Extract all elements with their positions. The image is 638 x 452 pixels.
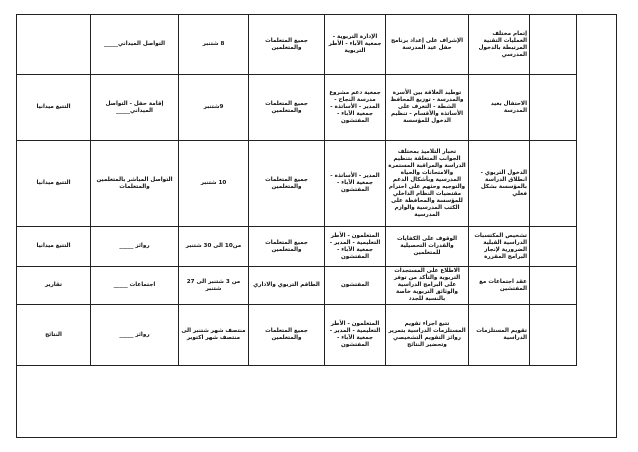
action-plan-table <box>16 14 577 366</box>
timing-cell: من10 الى 30 شتنبر <box>179 227 249 267</box>
empty-cell <box>530 305 577 366</box>
targets-cell: جميع المتعلمات والمتعلمين <box>249 15 325 75</box>
empty-cell <box>530 267 577 305</box>
evaluation-cell <box>17 15 91 75</box>
table-row <box>17 267 577 305</box>
table-row <box>17 15 577 75</box>
timing-cell: منتصف شهر شتنبر الى منتصف شهر اكتوبر <box>179 305 249 366</box>
stakeholders-cell: المفتشون <box>325 267 386 305</box>
table-row <box>17 227 577 267</box>
stakeholders-cell: جمعية دعم مشروع مدرسة النجاح - المدير - الأساتذة - جمعية الآباء - المفتشون <box>325 75 386 141</box>
actions-cell: الإشراف على إعداد برنامج حفل عيد المدرسة <box>386 15 469 75</box>
actions-cell: تخبار التلاميذ بمختلف الجوانب المتعلقة بتنظيم الدراسة والمراقبة المستمرة والامتحانات والحياة المدرسية وبأشكال الدعم والتوجيه وحثهم على احترام مقتضيات النظام الداخلي للمؤسسة والمحافظة على الكتب المدرسية والوازم المدرسية <box>386 141 469 227</box>
tools-cell: التواصل المباشر بالمتعلمين والمتعلمات <box>91 141 179 227</box>
evaluation-cell: التتبع ميدانيا <box>17 227 91 267</box>
evaluation-cell: النتائج <box>17 305 91 366</box>
targets-cell: جميع المتعلمات والمتعلمين <box>249 75 325 141</box>
tools-cell: إقامة حفل - التواصل الميداني_____ <box>91 75 179 141</box>
actions-cell: الاطلاع على المستجدات التربوية والتأكد من توفر على البرامج الدراسية والوثائق التربوية خاصة بالنسبة للجدد <box>386 267 469 305</box>
objective-cell: الاحتفال بعيد المدرسة <box>469 75 530 141</box>
stakeholders-cell: المتعلمون - الأطر التعليمية - المدير - جمعية الآباء - المفتشون <box>325 227 386 267</box>
stakeholders-cell: المتعلمون - الأطر التعليمية - المدير - جمعية الآباء - المفتشون <box>325 305 386 366</box>
timing-cell: 8 شتنبر <box>179 15 249 75</box>
targets-cell: الطاقم التربوي والاداري <box>249 267 325 305</box>
tools-cell: روائز _____ <box>91 305 179 366</box>
objective-cell: تقويم المستلزمات الدراسية <box>469 305 530 366</box>
empty-cell <box>530 75 577 141</box>
evaluation-cell: تقارير <box>17 267 91 305</box>
evaluation-cell: التتبع ميدانيا <box>17 75 91 141</box>
stakeholders-cell: المدير - الأساتذة - جمعية الآباء - المفتشون <box>325 141 386 227</box>
tools-cell: اجتماعات _____ <box>91 267 179 305</box>
timing-cell: 9شتنبر <box>179 75 249 141</box>
timing-cell: من 3 شتنبر الى 27 شتنبر <box>179 267 249 305</box>
objective-cell: تشخيص المكتسبات الدراسية القبلية الضرورية لإنجاز البرامج المقررة <box>469 227 530 267</box>
timing-cell: 10 شتنبر <box>179 141 249 227</box>
targets-cell: جميع المتعلمات والمتعلمين <box>249 141 325 227</box>
stakeholders-cell: الإدارة التربوية - جمعية الآباء - الأطر التربوية <box>325 15 386 75</box>
actions-cell: تتبع اجراء تقويم المستلزمات الدراسية بتمرير روائز التقويم التشخيصي وتحضير النتائج <box>386 305 469 366</box>
empty-cell <box>530 15 577 75</box>
objective-cell: الدخول التربوي - انطلاق الدراسة بالمؤسسة بشكل فعلي <box>469 141 530 227</box>
empty-cell <box>530 141 577 227</box>
targets-cell: جميع المتعلمات والمتعلمين <box>249 227 325 267</box>
actions-cell: توطيد العلاقة بين الأسرة والمدرسة - توزيع المحافظ الشطة - التعرف على الأساتذة والأقسام - تنظيم الدخول للمؤسسة <box>386 75 469 141</box>
table-row <box>17 141 577 227</box>
targets-cell: جميع المتعلمات والمتعلمين <box>249 305 325 366</box>
empty-cell <box>530 227 577 267</box>
tools-cell: التواصل الميداني_____ <box>91 15 179 75</box>
table-row <box>17 75 577 141</box>
actions-cell: الوقوف على الكفايات والقدرات التحصيلية للمتعلمين <box>386 227 469 267</box>
evaluation-cell: التتبع ميدانيا <box>17 141 91 227</box>
tools-cell: روائز _____ <box>91 227 179 267</box>
objective-cell: عقد اجتماعات مع المفتشين <box>469 267 530 305</box>
table-row <box>17 305 577 366</box>
objective-cell: إتمام مختلف العمليات التقنية المرتبطة بالدخول المدرسي <box>469 15 530 75</box>
